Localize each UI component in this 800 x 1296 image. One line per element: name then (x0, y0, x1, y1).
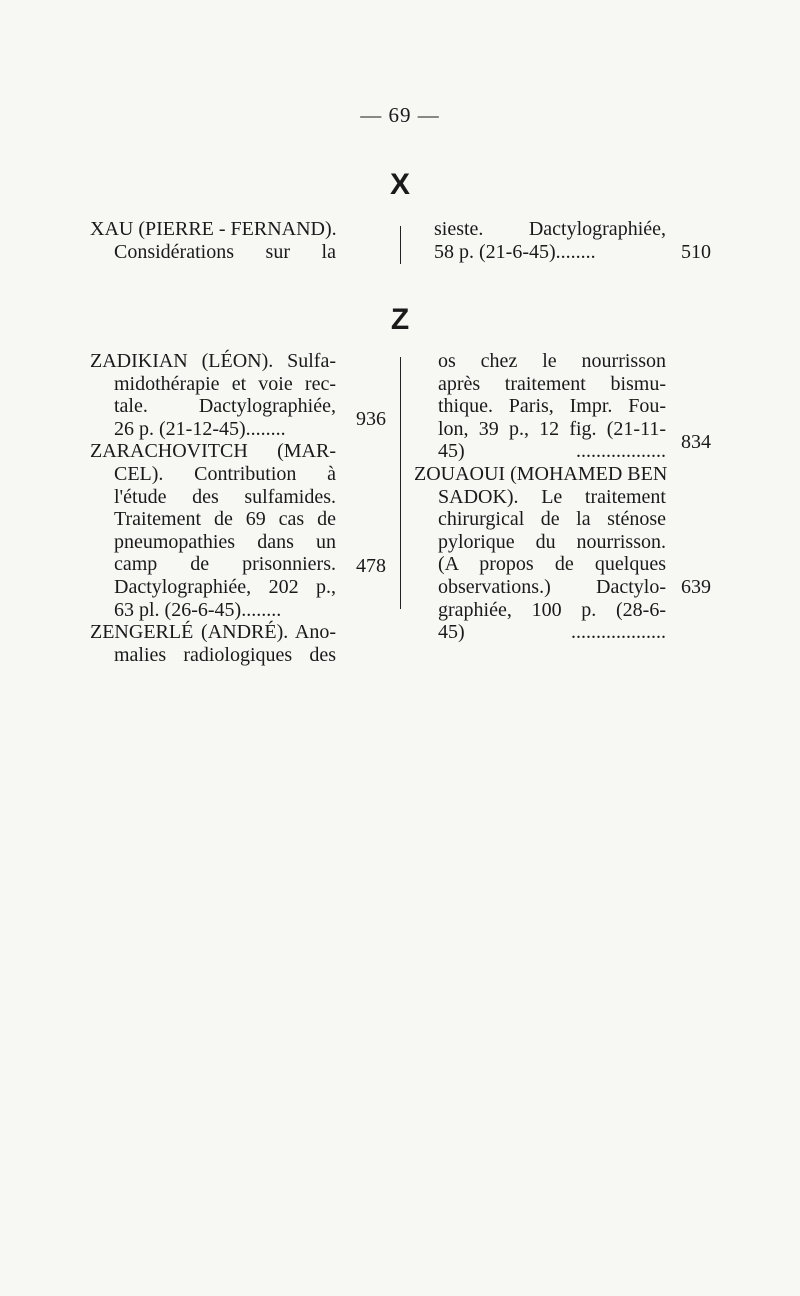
entry-line: Dactylographiée, 202 p., (114, 575, 336, 598)
z-right-column (414, 350, 666, 644)
entry-line: os chez le nourrisson (438, 350, 666, 372)
entry-line: thique. Paris, Impr. Fou- (438, 395, 666, 418)
entry-line: 26 p. (21-12-45)........ (114, 417, 286, 440)
entry-line: ZOUAOUI (MOHAMED BEN (414, 462, 668, 485)
entry-line: ZADIKIAN (LÉON). Sulfa- (90, 350, 336, 372)
entry-line: tale. Dactylographiée, (114, 395, 336, 418)
entry-number: 936 (356, 408, 386, 430)
entry-line: pylorique du nourrisson. (438, 530, 666, 553)
entry-line: 45) ................... (438, 621, 666, 644)
entry-line: graphiée, 100 p. (28-6- (438, 598, 666, 621)
entry-line: XAU (PIERRE - FERNAND). (90, 218, 337, 240)
entry-number: 639 (681, 576, 711, 598)
section-letter-z: Z (390, 303, 410, 336)
entry-line: l'étude des sulfamides. (114, 485, 336, 508)
x-right-column (434, 218, 666, 263)
page-number: — 69 — (360, 103, 440, 127)
entry-line: ZARACHOVITCH (MAR- (90, 440, 336, 463)
column-divider (400, 357, 401, 609)
entry-line: 58 p. (21-6-45)........ (434, 240, 596, 263)
entry-number: 478 (356, 555, 386, 577)
section-letter-x: X (389, 168, 410, 201)
entry-line: Considérations sur la (114, 240, 336, 263)
entry-line: chirurgical de la sténose (438, 508, 666, 531)
entry-line: malies radiologiques des (114, 643, 336, 666)
entry-line: sieste. Dactylographiée, (434, 218, 666, 240)
entry-line: lon, 39 p., 12 fig. (21-11- (438, 417, 666, 440)
entry-line: SADOK). Le traitement (438, 485, 666, 508)
z-left-column (90, 350, 336, 666)
entry-line: (A propos de quelques (438, 553, 666, 576)
entry-line: ZENGERLÉ (ANDRÉ). Ano- (90, 621, 336, 644)
entry-line: pneumopathies dans un (114, 530, 336, 553)
entry-line: CEL). Contribution à (114, 462, 336, 485)
entry-line: 45) .................. (438, 440, 666, 463)
x-left-column (90, 218, 336, 263)
entry-line: observations.) Dactylo- (438, 575, 666, 598)
entry-line: midothérapie et voie rec- (114, 372, 336, 395)
entry-line: après traitement bismu- (438, 372, 666, 395)
entry-number: 834 (681, 431, 711, 453)
entry-line: 63 pl. (26-6-45)........ (114, 598, 282, 621)
entry-number: 510 (681, 241, 711, 263)
column-divider (400, 226, 401, 264)
entry-line: Traitement de 69 cas de (114, 508, 336, 531)
entry-line: camp de prisonniers. (114, 553, 336, 576)
